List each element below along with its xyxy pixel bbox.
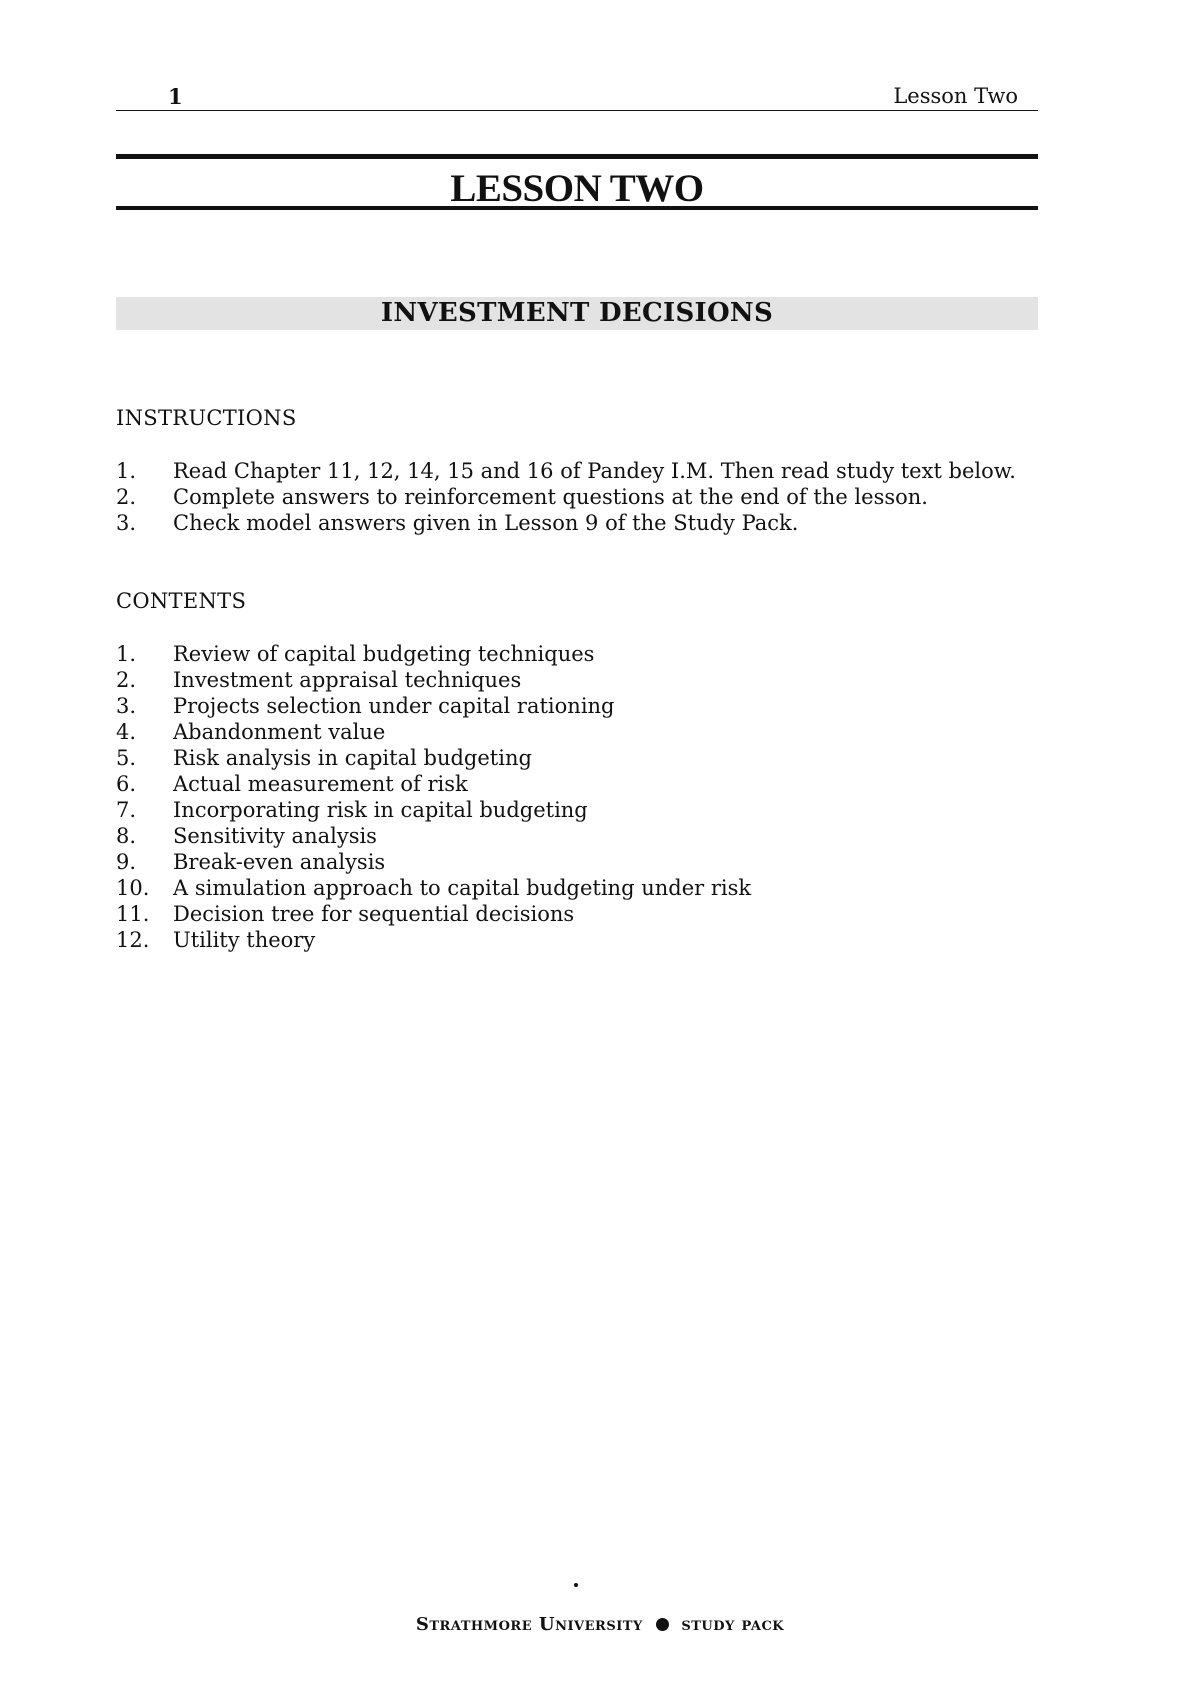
list-item-text: Investment appraisal techniques xyxy=(173,668,522,692)
list-item xyxy=(116,719,1038,745)
list-item xyxy=(116,849,1038,875)
list-item xyxy=(116,458,1038,484)
list-item-text: Risk analysis in capital budgeting xyxy=(173,746,532,770)
list-item-number: 3. xyxy=(116,694,137,718)
list-item-text: Abandonment value xyxy=(173,720,386,744)
list-item-number: 3. xyxy=(116,511,137,535)
list-item xyxy=(116,927,1038,953)
footer-study-pack: study pack xyxy=(681,1614,785,1635)
footer-institution: Strathmore University xyxy=(415,1614,643,1635)
list-item xyxy=(116,667,1038,693)
list-item-number: 5. xyxy=(116,746,137,770)
list-item xyxy=(116,484,1038,510)
list-item xyxy=(116,510,1038,536)
page-footer xyxy=(0,1614,1200,1635)
list-item-number: 2. xyxy=(116,485,137,509)
list-item-text: Review of capital budgeting techniques xyxy=(173,642,595,666)
contents-list xyxy=(116,641,1038,953)
list-item xyxy=(116,771,1038,797)
list-item-text: Complete answers to reinforcement questions at the end of the lesson. xyxy=(173,485,928,509)
list-item xyxy=(116,797,1038,823)
list-item xyxy=(116,745,1038,771)
lesson-title-block xyxy=(116,154,1038,210)
list-item-number: 10. xyxy=(116,876,150,900)
list-item-number: 9. xyxy=(116,850,137,874)
list-item-number: 7. xyxy=(116,798,137,822)
list-item-number: 11. xyxy=(116,902,150,926)
instructions-heading: INSTRUCTIONS xyxy=(116,406,297,430)
list-item xyxy=(116,823,1038,849)
list-item-number: 1. xyxy=(116,459,137,483)
list-item-text: Projects selection under capital rationing xyxy=(173,694,615,718)
filled-circle-icon xyxy=(656,1618,669,1631)
list-item-text: Check model answers given in Lesson 9 of the Study Pack. xyxy=(173,511,799,535)
list-item-text: Decision tree for sequential decisions xyxy=(173,902,575,926)
list-item-text: Utility theory xyxy=(173,928,316,952)
running-title: Lesson Two xyxy=(893,84,1018,108)
instructions-list xyxy=(116,458,1038,536)
list-item xyxy=(116,875,1038,901)
contents-heading: CONTENTS xyxy=(116,589,247,613)
running-header xyxy=(116,82,1038,111)
footer-dot xyxy=(574,1583,578,1587)
list-item-number: 4. xyxy=(116,720,137,744)
section-heading-band xyxy=(116,297,1038,330)
list-item-text: Sensitivity analysis xyxy=(173,824,377,848)
list-item-text: Read Chapter 11, 12, 14, 15 and 16 of Pandey I.M. Then read study text below. xyxy=(173,459,1016,483)
list-item-number: 2. xyxy=(116,668,137,692)
list-item-number: 8. xyxy=(116,824,137,848)
list-item-text: A simulation approach to capital budgeting under risk xyxy=(173,876,752,900)
list-item-text: Break-even analysis xyxy=(173,850,386,874)
page-number: 1 xyxy=(168,84,183,109)
list-item xyxy=(116,901,1038,927)
lesson-title: LESSON TWO xyxy=(450,167,704,210)
list-item-text: Actual measurement of risk xyxy=(173,772,468,796)
list-item-number: 12. xyxy=(116,928,150,952)
list-item-number: 6. xyxy=(116,772,137,796)
list-item xyxy=(116,693,1038,719)
section-title: INVESTMENT DECISIONS xyxy=(380,298,774,328)
list-item xyxy=(116,641,1038,667)
list-item-number: 1. xyxy=(116,642,137,666)
list-item-text: Incorporating risk in capital budgeting xyxy=(173,798,588,822)
